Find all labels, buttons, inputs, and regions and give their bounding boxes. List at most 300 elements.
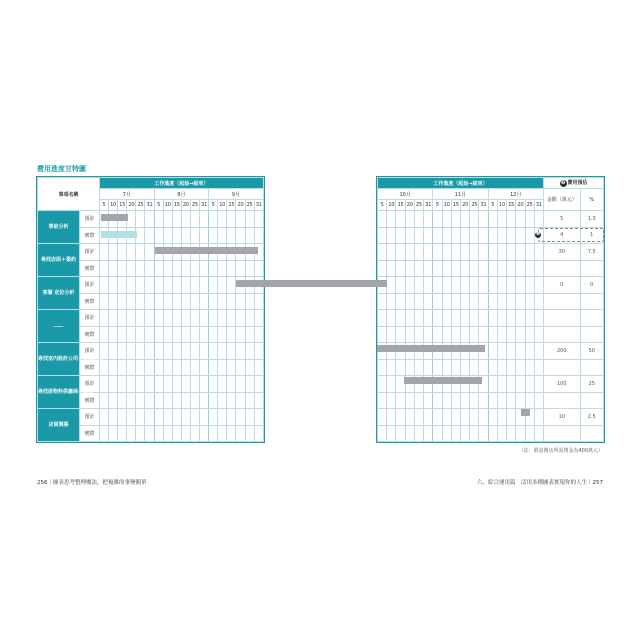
amount-header: 金額（萬元） [544, 189, 581, 211]
day-header: 20 [127, 200, 136, 211]
day-header: 20 [236, 200, 245, 211]
gantt-cell [516, 392, 525, 409]
gantt-cell [507, 409, 516, 426]
gantt-cell [136, 409, 145, 426]
gantt-cell [172, 376, 181, 393]
gantt-cell [118, 244, 127, 261]
gantt-cell [497, 359, 506, 376]
day-header: 20 [460, 200, 469, 211]
table-row [378, 392, 604, 409]
gantt-cell [218, 392, 227, 409]
gantt-cell [488, 211, 497, 228]
gantt-cell [163, 310, 172, 327]
gantt-cell [145, 425, 154, 442]
gantt-cell [507, 376, 516, 393]
gantt-cell [254, 376, 263, 393]
gantt-cell [488, 310, 497, 327]
gantt-cell [136, 425, 145, 442]
gantt-cell [387, 277, 396, 294]
gantt-cell [433, 326, 442, 343]
gantt-cell [218, 326, 227, 343]
gantt-cell [525, 277, 534, 294]
percent-cell [580, 326, 603, 343]
gantt-cell [460, 227, 469, 244]
gantt-cell [424, 211, 433, 228]
gantt-cell [414, 359, 423, 376]
gantt-cell [488, 409, 497, 426]
table-row [378, 310, 604, 327]
day-header: 31 [424, 200, 433, 211]
gantt-cell [479, 326, 488, 343]
gantt-cell [405, 227, 414, 244]
gantt-cell [396, 277, 405, 294]
gantt-cell [387, 244, 396, 261]
gantt-cell [497, 227, 506, 244]
gantt-cell [236, 343, 245, 360]
gantt-cell [127, 409, 136, 426]
gantt-cell [516, 293, 525, 310]
gantt-cell [387, 310, 396, 327]
gantt-cell [109, 425, 118, 442]
gantt-cell [200, 376, 209, 393]
gantt-cell [154, 359, 163, 376]
gantt-cell [254, 260, 263, 277]
task-name-header: 事項名稱 [38, 178, 100, 211]
gantt-cell [145, 409, 154, 426]
gantt-cell [460, 310, 469, 327]
budget-header-label: 費用預估 [567, 180, 588, 186]
gantt-cell [127, 359, 136, 376]
gantt-cell [200, 409, 209, 426]
gantt-cell [488, 425, 497, 442]
gantt-cell [442, 359, 451, 376]
day-header: 10 [442, 200, 451, 211]
gantt-cell [154, 211, 163, 228]
gantt-cell [190, 293, 199, 310]
gantt-cell [497, 376, 506, 393]
amount-cell: 30 [544, 244, 581, 261]
percent-cell: 7.5 [580, 244, 603, 261]
gantt-cell [442, 260, 451, 277]
gantt-cell [387, 260, 396, 277]
gantt-cell [414, 244, 423, 261]
gantt-cell [387, 425, 396, 442]
gantt-cell [245, 425, 254, 442]
table-row [38, 343, 264, 360]
gantt-cell [200, 343, 209, 360]
gantt-cell [497, 293, 506, 310]
gantt-cell [451, 409, 460, 426]
gantt-cell [414, 260, 423, 277]
task-name: 事前分析 [38, 211, 80, 244]
gantt-cell [172, 310, 181, 327]
gantt-cell [200, 211, 209, 228]
day-header: 15 [172, 200, 181, 211]
gantt-cell [534, 211, 543, 228]
gantt-cell [479, 277, 488, 294]
row-kind-label: 實際 [80, 293, 100, 310]
day-header: 20 [405, 200, 414, 211]
gantt-cell [414, 425, 423, 442]
day-header: 5 [378, 200, 387, 211]
gantt-cell [100, 293, 109, 310]
gantt-cell [100, 409, 109, 426]
gantt-cell [424, 392, 433, 409]
gantt-table-left [37, 177, 264, 442]
gantt-cell [145, 211, 154, 228]
row-kind-label: 實際 [80, 326, 100, 343]
gantt-cell [414, 409, 423, 426]
gantt-cell [109, 359, 118, 376]
gantt-cell [488, 244, 497, 261]
gantt-cell [209, 293, 218, 310]
gantt-cell [200, 359, 209, 376]
gantt-cell [396, 244, 405, 261]
percent-cell [580, 293, 603, 310]
gantt-cell [442, 409, 451, 426]
bar-plan-interior-design [377, 345, 485, 352]
gantt-cell [378, 227, 387, 244]
month-header: 12月 [488, 189, 543, 200]
gantt-cell [100, 277, 109, 294]
gantt-cell [163, 409, 172, 426]
gantt-cell [163, 376, 172, 393]
gantt-cell [118, 277, 127, 294]
gantt-cell [136, 343, 145, 360]
budget-header [544, 178, 604, 189]
gantt-cell [163, 211, 172, 228]
gantt-cell [460, 293, 469, 310]
callout-badge: ❷ [535, 232, 541, 237]
gantt-cell [470, 392, 479, 409]
gantt-cell [145, 343, 154, 360]
gantt-cell [516, 343, 525, 360]
gantt-cell [525, 343, 534, 360]
day-header: 25 [525, 200, 534, 211]
gantt-cell [118, 310, 127, 327]
day-header: 15 [396, 200, 405, 211]
gantt-cell [136, 326, 145, 343]
gantt-cell [245, 359, 254, 376]
gantt-cell [516, 425, 525, 442]
gantt-cell [181, 310, 190, 327]
gantt-cell [109, 326, 118, 343]
gantt-cell [136, 310, 145, 327]
gantt-cell [227, 211, 236, 228]
gantt-cell [525, 425, 534, 442]
table-row [38, 376, 264, 393]
table-row [378, 293, 604, 310]
gantt-cell [154, 277, 163, 294]
gantt-cell [127, 293, 136, 310]
gantt-cell [525, 310, 534, 327]
gantt-cell [136, 376, 145, 393]
gantt-cell [507, 227, 516, 244]
day-header: 31 [534, 200, 543, 211]
percent-cell [580, 260, 603, 277]
task-name: …… [38, 310, 80, 343]
gantt-cell [127, 211, 136, 228]
row-kind-label: 預計 [80, 244, 100, 261]
row-kind-label: 實際 [80, 425, 100, 442]
gantt-cell [470, 260, 479, 277]
gantt-cell [209, 376, 218, 393]
bar-plan-supplier [404, 377, 482, 384]
gantt-cell [424, 244, 433, 261]
gantt-cell [227, 425, 236, 442]
amount-cell: 0 [544, 277, 581, 294]
gantt-cell [405, 211, 414, 228]
gantt-cell [414, 277, 423, 294]
gantt-cell [227, 277, 236, 294]
day-header: 15 [227, 200, 236, 211]
gantt-cell [145, 326, 154, 343]
gantt-cell [442, 326, 451, 343]
percent-cell [580, 425, 603, 442]
row-kind-label: 預計 [80, 409, 100, 426]
gantt-cell [525, 359, 534, 376]
gantt-cell [460, 277, 469, 294]
gantt-cell [396, 227, 405, 244]
gantt-cell [451, 227, 460, 244]
gantt-cell [154, 343, 163, 360]
bar-actual-pre-analysis [101, 231, 137, 238]
amount-cell [544, 260, 581, 277]
task-name: 尋找店面＋簽約 [38, 244, 80, 277]
gantt-cell [163, 326, 172, 343]
gantt-cell [387, 392, 396, 409]
gantt-cell [100, 260, 109, 277]
gantt-cell [127, 343, 136, 360]
table-row [378, 425, 604, 442]
gantt-cell [534, 310, 543, 327]
gantt-cell [488, 326, 497, 343]
gantt-cell [433, 359, 442, 376]
gantt-cell [236, 392, 245, 409]
task-name: 店面開幕 [38, 409, 80, 442]
gantt-cell [254, 425, 263, 442]
gantt-cell [433, 227, 442, 244]
gantt-cell [190, 343, 199, 360]
row-kind-label: 預計 [80, 211, 100, 228]
gantt-cell [525, 326, 534, 343]
gantt-cell [414, 310, 423, 327]
percent-cell [580, 310, 603, 327]
gantt-cell [236, 409, 245, 426]
gantt-cell [442, 425, 451, 442]
gantt-cell [172, 277, 181, 294]
gantt-cell [470, 425, 479, 442]
day-header: 25 [470, 200, 479, 211]
gantt-cell [118, 425, 127, 442]
gantt-cell [209, 326, 218, 343]
gantt-cell [163, 425, 172, 442]
table-row [378, 211, 604, 228]
gantt-cell [516, 227, 525, 244]
day-header: 15 [451, 200, 460, 211]
gantt-cell [254, 392, 263, 409]
gantt-cell [451, 310, 460, 327]
budget-badge-icon: ❶ [560, 180, 566, 186]
gantt-cell [442, 293, 451, 310]
gantt-cell [433, 425, 442, 442]
gantt-cell [414, 293, 423, 310]
gantt-cell [145, 244, 154, 261]
gantt-cell [127, 244, 136, 261]
gantt-cell [163, 277, 172, 294]
gantt-cell [245, 227, 254, 244]
gantt-cell [209, 277, 218, 294]
gantt-cell [245, 293, 254, 310]
gantt-cell [218, 277, 227, 294]
gantt-cell [118, 359, 127, 376]
gantt-cell [136, 260, 145, 277]
day-header: 20 [516, 200, 525, 211]
task-name: 尋找原物料供應商＋議價 [38, 376, 80, 409]
gantt-cell [405, 326, 414, 343]
gantt-cell [218, 211, 227, 228]
gantt-cell [181, 260, 190, 277]
gantt-cell [245, 409, 254, 426]
gantt-cell [424, 310, 433, 327]
gantt-cell [433, 211, 442, 228]
gantt-cell [218, 409, 227, 426]
gantt-cell [424, 293, 433, 310]
day-header: 25 [414, 200, 423, 211]
gantt-cell [442, 227, 451, 244]
gantt-cell [405, 293, 414, 310]
day-header: 15 [507, 200, 516, 211]
gantt-cell [497, 392, 506, 409]
gantt-cell [507, 359, 516, 376]
table-row [38, 310, 264, 327]
gantt-cell [470, 409, 479, 426]
gantt-cell [227, 227, 236, 244]
gantt-cell [534, 260, 543, 277]
gantt-cell [227, 409, 236, 426]
gantt-cell [227, 392, 236, 409]
gantt-cell [507, 293, 516, 310]
gantt-cell [118, 392, 127, 409]
gantt-cell [236, 211, 245, 228]
gantt-cell [154, 409, 163, 426]
gantt-cell [470, 310, 479, 327]
percent-cell: 1.3 [580, 211, 603, 228]
gantt-cell [488, 227, 497, 244]
gantt-cell [433, 310, 442, 327]
gantt-cell [127, 326, 136, 343]
gantt-cell [154, 260, 163, 277]
gantt-cell [136, 359, 145, 376]
gantt-cell [470, 359, 479, 376]
gantt-cell [516, 326, 525, 343]
gantt-cell [479, 409, 488, 426]
gantt-cell [245, 392, 254, 409]
row-kind-label: 預計 [80, 310, 100, 327]
gantt-cell [405, 277, 414, 294]
actual-amount-highlight [538, 228, 604, 242]
gantt-cell [109, 376, 118, 393]
gantt-cell [405, 425, 414, 442]
gantt-cell [396, 211, 405, 228]
gantt-cell [245, 343, 254, 360]
gantt-cell [100, 244, 109, 261]
gantt-cell [460, 244, 469, 261]
gantt-cell [181, 211, 190, 228]
gantt-cell [118, 326, 127, 343]
schedule-header: 工作進度（起始→結束） [100, 178, 264, 189]
gantt-cell [470, 211, 479, 228]
day-header: 10 [218, 200, 227, 211]
gantt-cell [200, 326, 209, 343]
gantt-cell [190, 310, 199, 327]
day-header: 10 [497, 200, 506, 211]
gantt-cell [254, 310, 263, 327]
gantt-cell [442, 244, 451, 261]
gantt-cell [209, 211, 218, 228]
gantt-cell [479, 260, 488, 277]
gantt-cell [154, 326, 163, 343]
gantt-cell [534, 409, 543, 426]
gantt-cell [396, 392, 405, 409]
gantt-cell [236, 260, 245, 277]
gantt-cell [154, 227, 163, 244]
gantt-cell [109, 409, 118, 426]
gantt-cell [507, 425, 516, 442]
gantt-cell [525, 211, 534, 228]
amount-cell: 4 [544, 227, 581, 244]
gantt-cell [525, 376, 534, 393]
gantt-cell [534, 277, 543, 294]
row-kind-label: 實際 [80, 260, 100, 277]
gantt-cell [227, 343, 236, 360]
day-header: 5 [154, 200, 163, 211]
gantt-cell [378, 376, 387, 393]
gantt-cell [190, 227, 199, 244]
gantt-cell [254, 293, 263, 310]
row-kind-label: 預計 [80, 376, 100, 393]
gantt-cell [433, 392, 442, 409]
gantt-cell [254, 359, 263, 376]
day-header: 10 [109, 200, 118, 211]
gantt-table-right [377, 177, 604, 442]
amount-cell [544, 326, 581, 343]
gantt-cell [181, 293, 190, 310]
gantt-cell [218, 227, 227, 244]
gantt-cell [507, 392, 516, 409]
gantt-cell [460, 392, 469, 409]
gantt-cell [488, 392, 497, 409]
amount-cell [544, 425, 581, 442]
gantt-cell [424, 277, 433, 294]
month-header: 9月 [209, 189, 264, 200]
gantt-cell [227, 376, 236, 393]
gantt-cell [479, 244, 488, 261]
gantt-cell [433, 277, 442, 294]
gantt-cell [525, 227, 534, 244]
gantt-cell [424, 326, 433, 343]
gantt-cell [209, 343, 218, 360]
gantt-cell [433, 409, 442, 426]
gantt-cell [424, 425, 433, 442]
gantt-cell [227, 260, 236, 277]
gantt-cell [507, 277, 516, 294]
gantt-cell [127, 310, 136, 327]
percent-cell [580, 359, 603, 376]
gantt-cell [209, 260, 218, 277]
gantt-cell [497, 310, 506, 327]
gantt-cell [127, 392, 136, 409]
